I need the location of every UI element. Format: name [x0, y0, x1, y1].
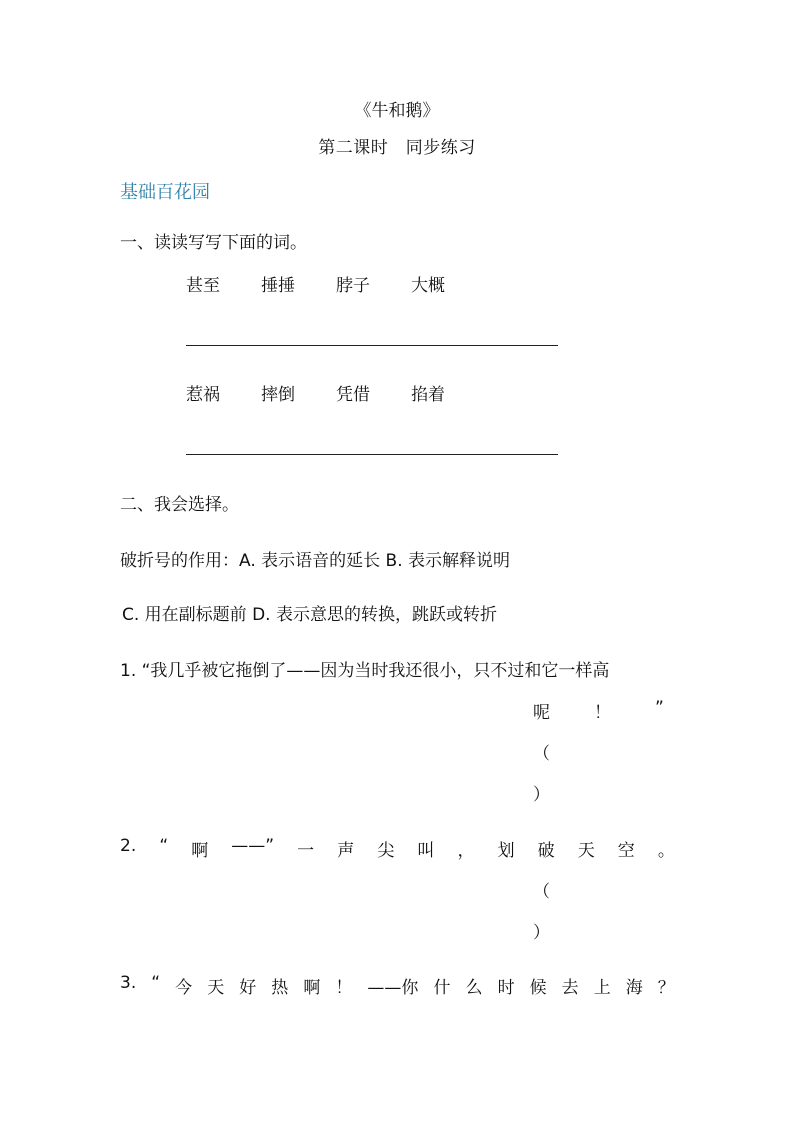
writing-line-1[interactable] [186, 345, 558, 346]
item-2-char: 尖 [377, 841, 395, 861]
item-3-char: 今 [175, 978, 193, 998]
writing-line-2[interactable] [186, 454, 558, 455]
item-2-char: 天 [577, 841, 595, 861]
item-3-char: 时 [497, 978, 515, 998]
item-3-char: 天 [207, 978, 225, 998]
word-row-2 [186, 380, 486, 405]
question-2-heading: 二、我会选择。 [120, 495, 239, 515]
item-3-char: “ [151, 973, 161, 993]
page-subtitle: 第二课时 同步练习 [318, 138, 476, 158]
word-item: 掐着 [411, 385, 445, 405]
item-3-char: ！ [335, 978, 353, 998]
options-line-1: 破折号的作用：A. 表示语音的延长 B. 表示解释说明 [120, 551, 511, 571]
item-2-char: ——” [231, 836, 275, 856]
item-3-char: 上 [593, 978, 611, 998]
item-3-char: 3. [120, 973, 137, 993]
word-row-1 [186, 271, 486, 296]
question-1-heading: 一、读读写写下面的词。 [120, 233, 307, 253]
item-1-answer-paren-close[interactable]: ） [533, 785, 550, 805]
word-item: 脖子 [336, 276, 370, 296]
word-item: 凭借 [336, 385, 370, 405]
item-2-char: ， [457, 841, 475, 861]
item-3-char: ？ [657, 978, 675, 998]
item-2-char: 划 [497, 841, 515, 861]
item-3-char: 候 [529, 978, 547, 998]
item-3-char: 海 [625, 978, 643, 998]
item-3-char: 热 [271, 978, 289, 998]
item-2-char: 2. [120, 836, 137, 856]
item-1-answer-paren-open[interactable]: （ [533, 744, 550, 764]
item-2-char: 啊 [191, 841, 209, 861]
item-2-char: 空 [617, 841, 635, 861]
item-2-char: 。 [657, 841, 675, 861]
item-2-char: 声 [337, 841, 355, 861]
word-item: 摔倒 [261, 385, 295, 405]
item-3-char: 好 [239, 978, 257, 998]
word-item: 惹祸 [186, 385, 220, 405]
item-2-char: 叫 [417, 841, 435, 861]
word-item: 甚至 [186, 276, 220, 296]
item-1-tail-char: ” [655, 698, 664, 718]
item-2-answer-paren-close[interactable]: ） [533, 923, 550, 943]
item-2-answer-paren-open[interactable]: （ [533, 882, 550, 902]
item-1-tail-char: ！ [594, 703, 611, 723]
item-3-char: 啊 [303, 978, 321, 998]
item-2-char: 一 [297, 841, 315, 861]
item-3-char: 去 [561, 978, 579, 998]
section-heading: 基础百花园 [120, 182, 210, 203]
item-3-text [120, 973, 675, 998]
item-3-char: 么 [465, 978, 483, 998]
item-2-char: 破 [537, 841, 555, 861]
item-2-char: “ [159, 836, 169, 856]
item-1-text: 1. “我几乎被它拖倒了——因为当时我还很小，只不过和它一样高 [120, 661, 610, 681]
item-2-text [120, 836, 675, 861]
item-1-tail-char: 呢 [533, 703, 550, 723]
page-title: 《牛和鹅》 [354, 101, 440, 121]
word-item: 大概 [411, 276, 445, 296]
word-item: 捶捶 [261, 276, 295, 296]
item-3-char: 什 [433, 978, 451, 998]
options-line-2: C. 用在副标题前 D. 表示意思的转换，跳跃或转折 [122, 605, 497, 625]
item-3-char: ——你 [367, 978, 419, 998]
